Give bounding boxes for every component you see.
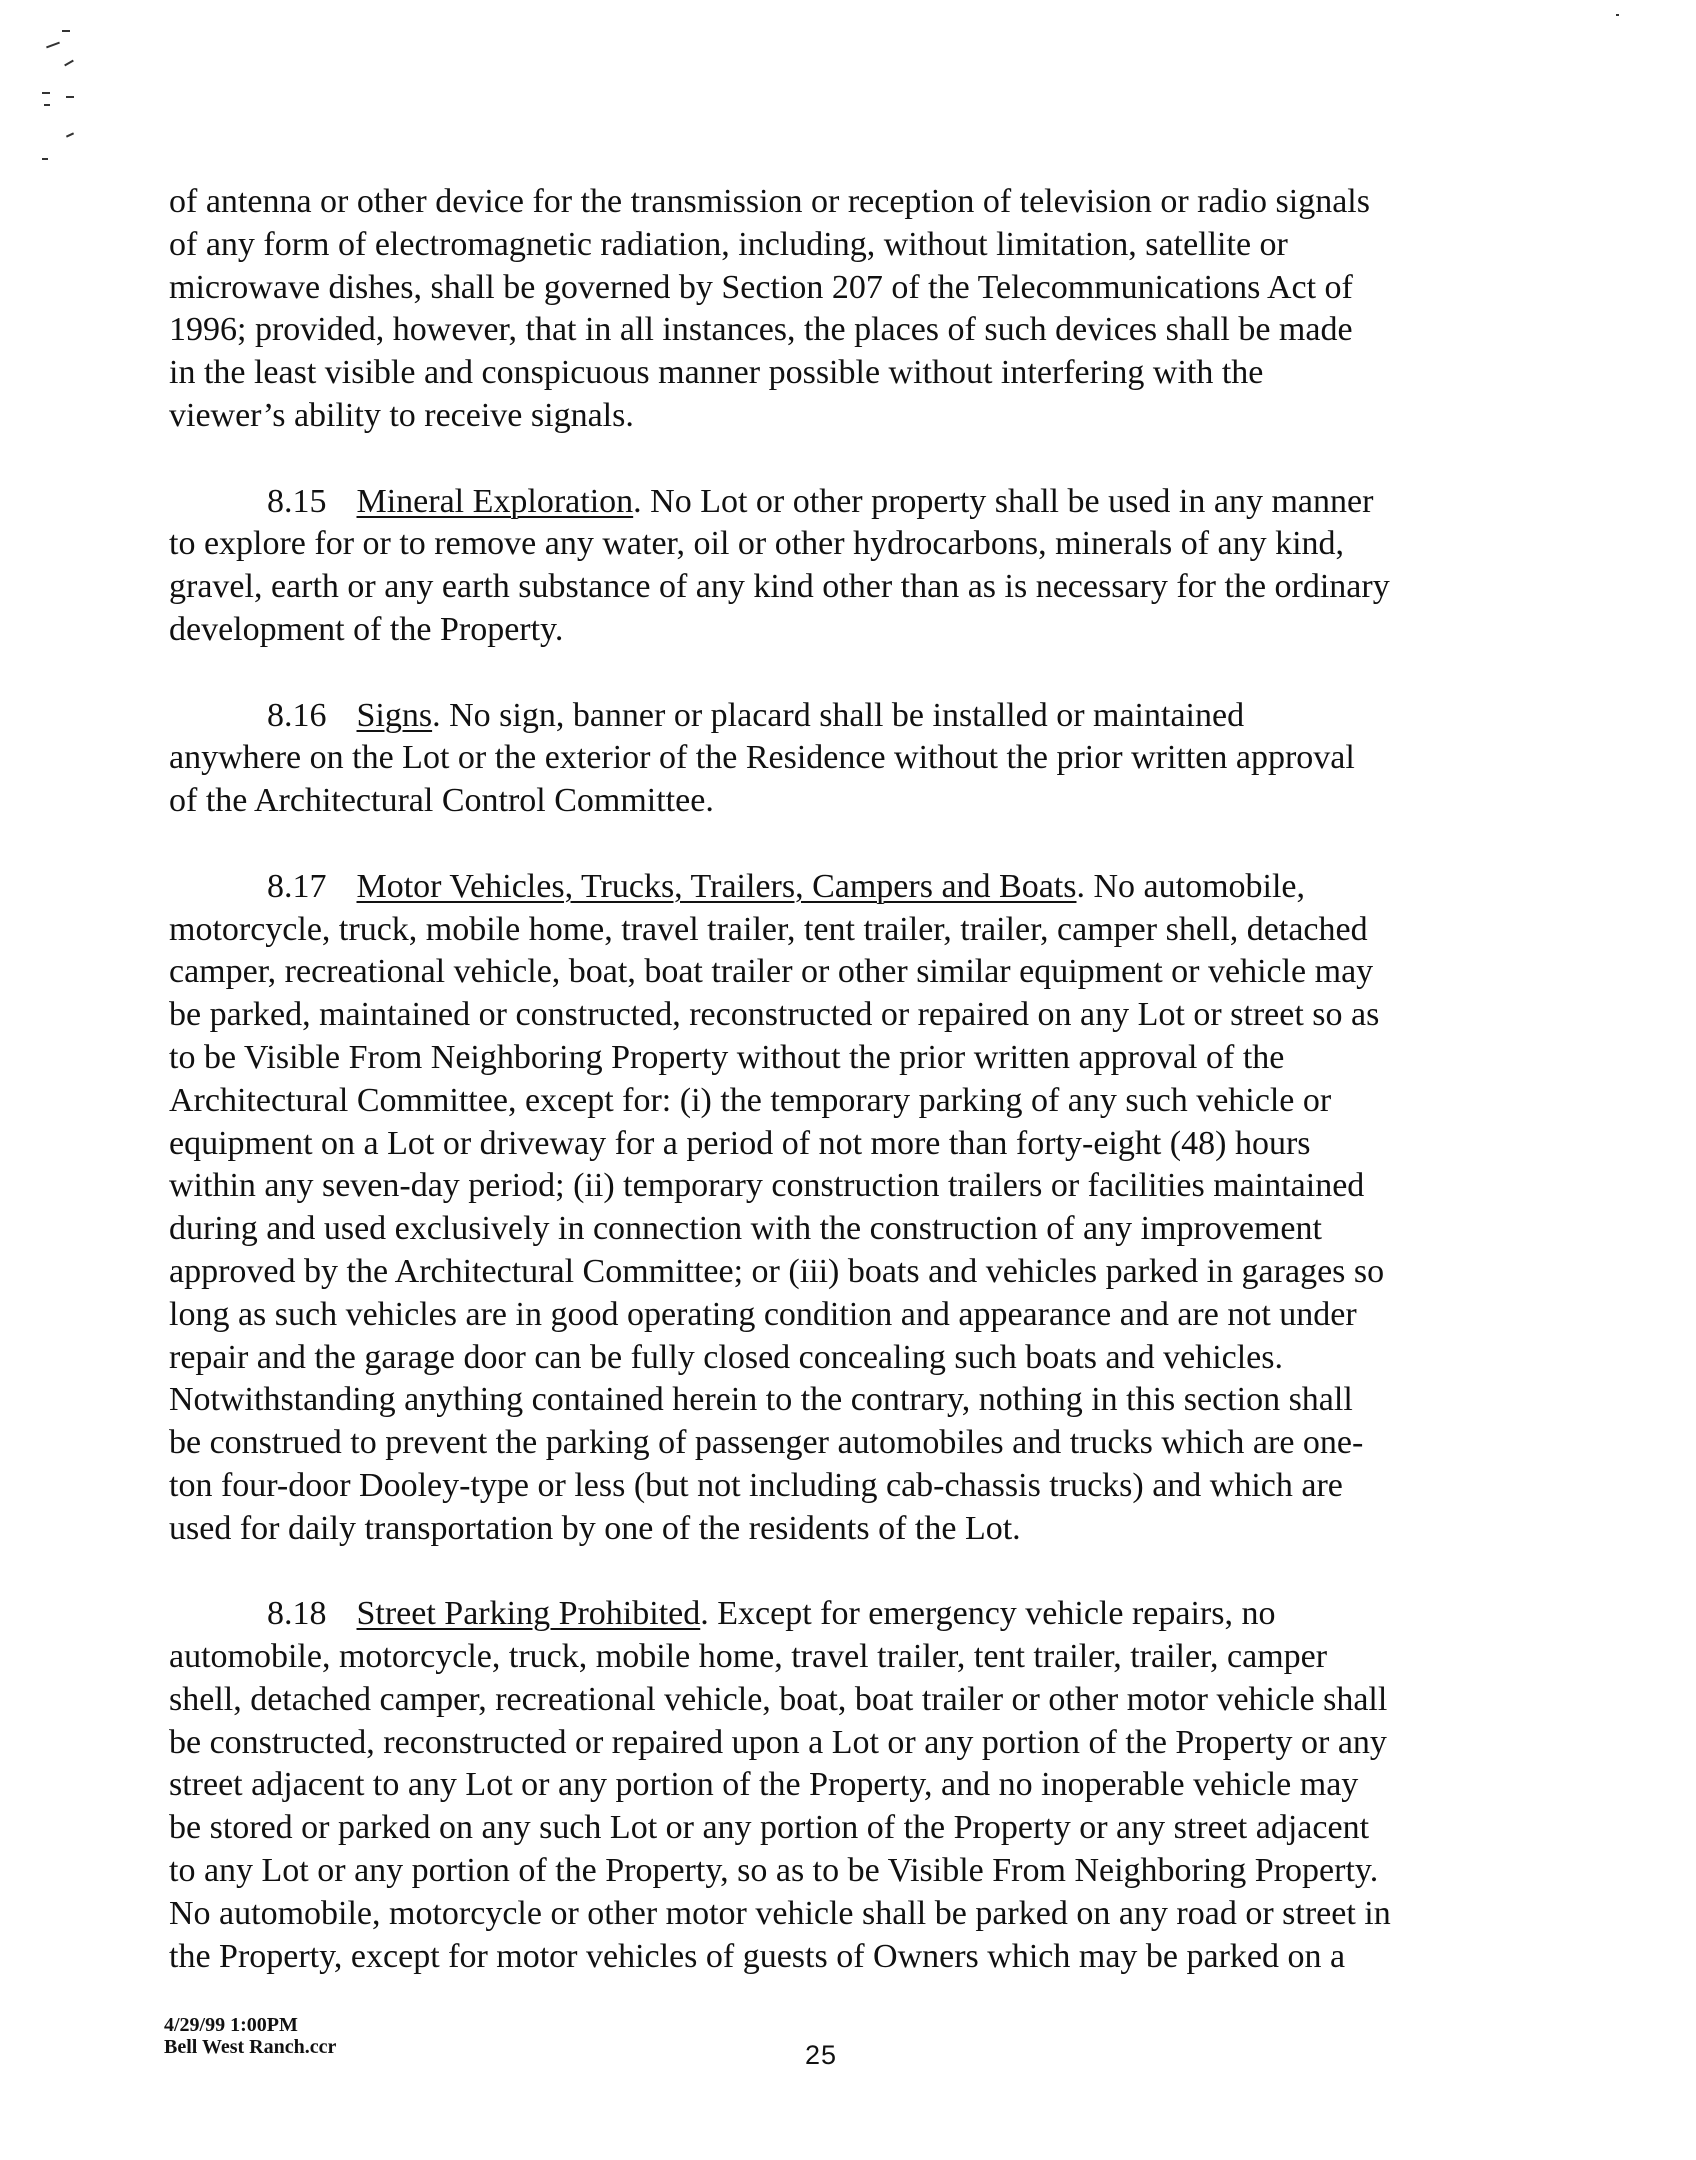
section-title: Mineral Exploration [356,482,634,520]
scan-artifact [66,96,74,98]
section-number: 8.15 [267,482,327,520]
scan-artifact [1616,14,1619,16]
section-number: 8.18 [267,1595,327,1633]
section-body: . No automobile, motorcycle, truck, mobile home, travel trailer, tent trailer, trailer, camper shell, detached camper, recreational vehicle, boat, boat trailer or other similar equipment or vehicle may be parked, maintained or constructed, reconstructed or repaired on any Lot or street so as to be Visible From Neighboring Property without the prior written approval of the Architectural Committee, except for: (i) the temporary parking of any such vehicle or equipment on a Lot or driveway for a period of not more than forty-eight (48) hours within any seven-day period; (ii) temporary construction trailers or facilities maintained during and used exclusively in connection with the construction of any improvement approved by the Architectural Committee; or (iii) boats and vehicles parked in garages so long as such vehicles are in good operating condition and appearance and are not under repair and the garage door can be fully closed concealing such boats and vehicles. Notwithstanding anything contained herein to the contrary, nothing in this section shall be construed to prevent the parking of passenger automobiles and trucks which are one- ton four-door Dooley-type or less (but not including cab-chassis trucks) and which are used for daily transportation by one of the residents of the Lot. [169,867,1385,1547]
section-number: 8.16 [267,696,327,734]
page-number: 25 [805,2040,838,2070]
section-8-15 [169,481,1479,652]
section-title: Signs [356,696,433,734]
scan-artifact [42,92,50,94]
scan-artifact [44,104,50,106]
scan-artifact [64,60,74,67]
section-number: 8.17 [267,867,327,905]
footer-timestamp: 4/29/99 1:00PM [164,2014,298,2036]
scan-artifact [46,42,60,49]
document-body [169,181,1479,1978]
footer-filename: Bell West Ranch.ccr [164,2036,337,2058]
scan-artifact [42,158,48,160]
section-8-18 [169,1593,1479,1978]
section-body: . No Lot or other property shall be used in any manner to explore for or to remove any water, oil or other hydrocarbons, minerals of any kind, gravel, earth or any earth substance of any kind other than as is necessary for the ordinary development of the Property. [169,482,1390,648]
section-title: Motor Vehicles, Trucks, Trailers, Campers and Boats [356,867,1077,905]
section-title: Street Parking Prohibited [356,1595,701,1633]
opening-paragraph: of antenna or other device for the transmission or reception of television or radio signals of any form of electromagnetic radiation, including, without limitation, satellite or microwave dishes, shall be governed by Section 207 of the Telecommunications Act of 1996; provided, however, that in all instances, the places of such devices shall be made in the least visible and conspicuous manner possible without interfering with the viewer’s ability to receive signals. [169,183,1370,434]
section-body: . Except for emergency vehicle repairs, no automobile, motorcycle, truck, mobile home, travel trailer, tent trailer, trailer, camper shell, detached camper, recreational vehicle, boat, boat trailer or other motor vehicle shall be constructed, reconstructed or repaired upon a Lot or any portion of the Property or any street adjacent to any Lot or any portion of the Property, and no inoperable vehicle may be stored or parked on any such Lot or any portion of the Property or any street adjacent to any Lot or any portion of the Property, so as to be Visible From Neighboring Property. No automobile, motorcycle or other motor vehicle shall be parked on any road or street in the Property, except for motor vehicles of guests of Owners which may be parked on a [169,1595,1391,1975]
section-8-17 [169,866,1479,1551]
section-8-16 [169,695,1479,823]
scan-artifact [62,30,70,32]
scan-artifact [66,132,74,137]
footer-info [164,2014,336,2058]
section-body: . No sign, banner or placard shall be installed or maintained anywhere on the Lot or the exterior of the Residence without the prior written approval of the Architectural Control Committee. [169,696,1355,820]
